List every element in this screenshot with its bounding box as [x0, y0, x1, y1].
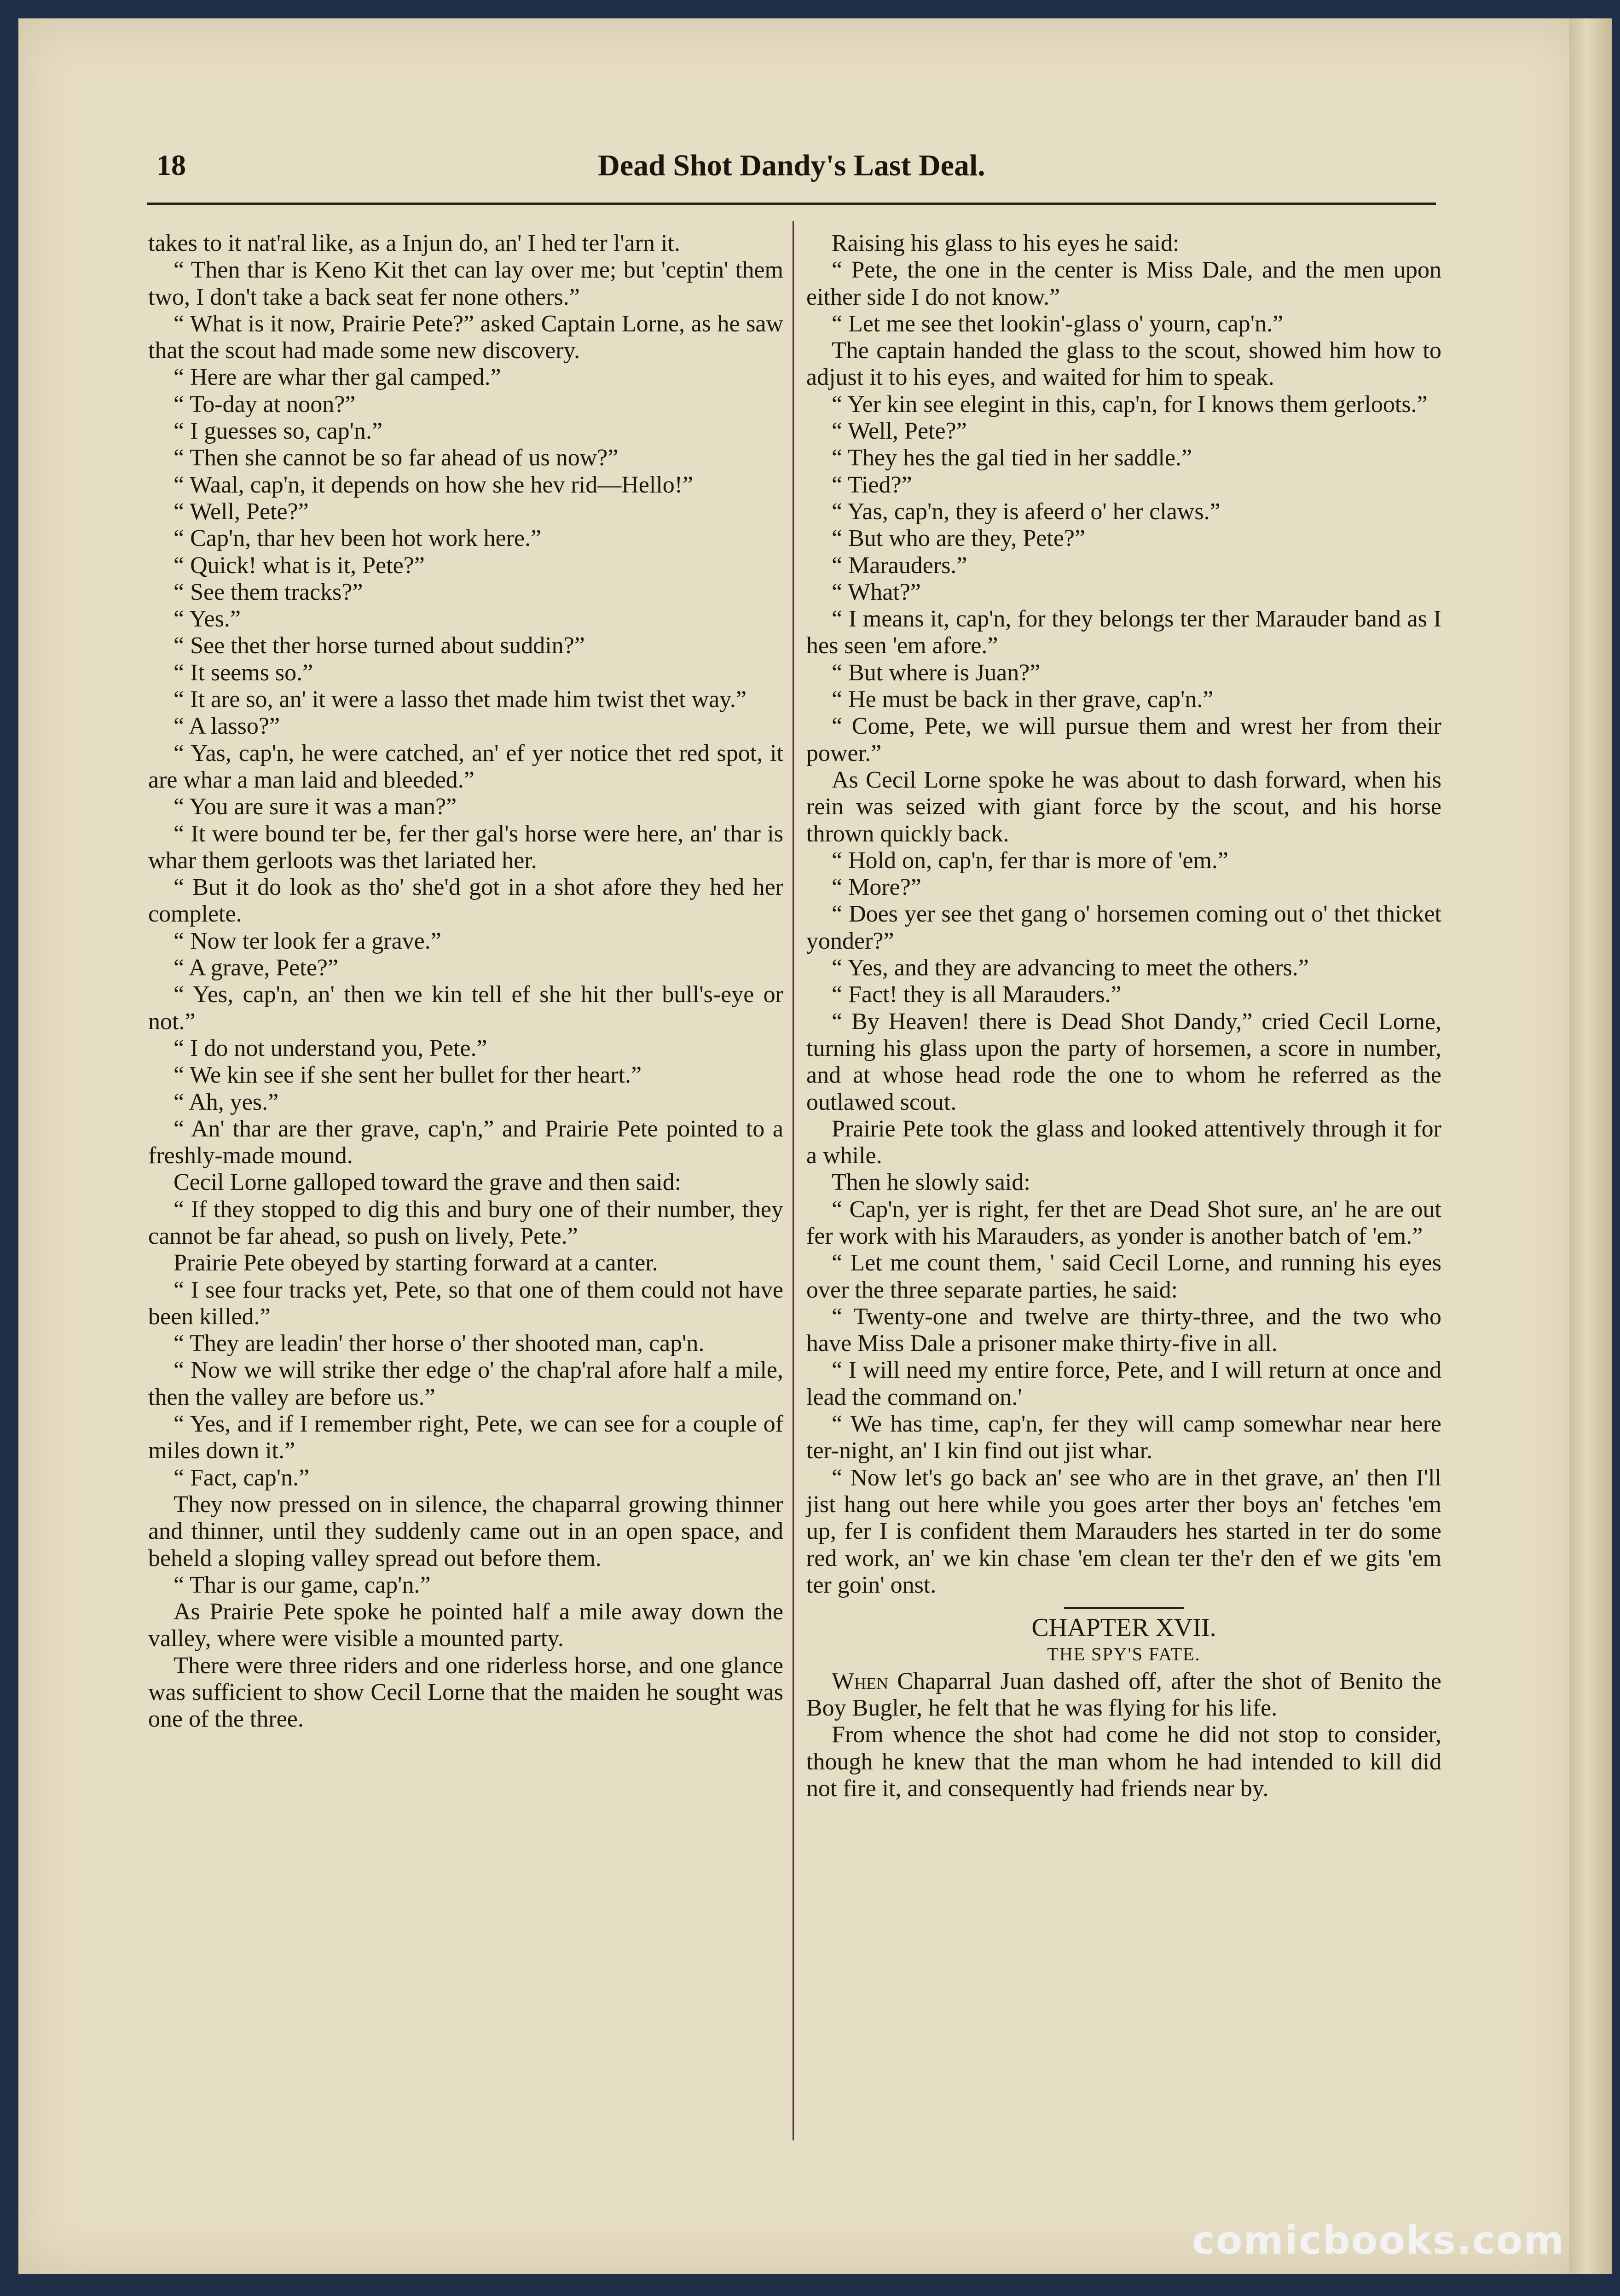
right-column-paragraph: Prairie Pete took the glass and looked attentively through it for a while.	[806, 1115, 1441, 1169]
right-column-paragraph: “ Let me count them, ' said Cecil Lorne, and running his eyes over the three separate parties, he said:	[806, 1250, 1441, 1303]
chapter-rule	[1064, 1607, 1184, 1609]
left-column-paragraph: They now pressed on in silence, the chaparral growing thinner and thinner, until they suddenly came out in an open space, and beheld a sloping valley spread out before them.	[148, 1491, 783, 1571]
left-column-paragraph: “ Yes, and if I remember right, Pete, we can see for a couple of miles down it.”	[148, 1411, 783, 1464]
right-column-paragraph: “ By Heaven! there is Dead Shot Dandy,” cried Cecil Lorne, turning his glass upon the party of horsemen, a score in number, and at whose head rode the one to whom he referred as the outlawed scout.	[806, 1008, 1441, 1115]
chapter-lead-word: When	[832, 1668, 889, 1694]
chapter-first-paragraph	[806, 1668, 1441, 1722]
left-column-paragraph: “ Thar is our game, cap'n.”	[174, 1571, 431, 1598]
left-column-paragraph: “ See thet ther horse turned about suddin?”	[174, 632, 585, 659]
right-column-paragraph: “ They hes the gal tied in her saddle.”	[832, 445, 1192, 471]
right-column-paragraph: “ But who are they, Pete?”	[832, 525, 1086, 552]
header-rule	[147, 203, 1436, 205]
left-column-paragraph: “ Cap'n, thar hev been hot work here.”	[174, 525, 542, 552]
left-column-paragraph: “ Now we will strike ther edge o' the chap'ral afore half a mile, then the valley are before us.”	[148, 1357, 783, 1410]
right-column-paragraph: “ Let me see thet lookin'-glass o' yourn, cap'n.”	[832, 310, 1284, 337]
left-column-paragraph: “ I see four tracks yet, Pete, so that one of them could not have been killed.”	[148, 1276, 783, 1330]
right-column-paragraph: “ More?”	[832, 874, 921, 901]
right-column-paragraph: “ But where is Juan?”	[832, 659, 1041, 686]
page-header	[143, 148, 1441, 190]
right-column-paragraph: Then he slowly said:	[832, 1169, 1030, 1196]
left-column-paragraph: As Prairie Pete spoke he pointed half a mile away down the valley, where were visible a mounted party.	[148, 1599, 783, 1652]
right-column-paragraph: “ Yes, and they are advancing to meet the others.”	[832, 955, 1309, 981]
left-column-paragraph: “ I do not understand you, Pete.”	[174, 1035, 487, 1061]
left-column-paragraph: “ Yas, cap'n, he were catched, an' ef yer notice thet red spot, it are whar a man laid and bleeded.”	[148, 740, 783, 793]
right-column	[806, 230, 1441, 1802]
right-column-paragraph: “ Come, Pete, we will pursue them and wrest her from their power.”	[806, 713, 1441, 766]
chapter-subtitle: THE SPY'S FATE.	[1047, 1644, 1201, 1665]
page-number: 18	[156, 149, 186, 181]
right-column-paragraph: “ Pete, the one in the center is Miss Dale, and the men upon either side I do not know.”	[806, 257, 1441, 310]
right-column-paragraph: “ I will need my entire force, Pete, and I will return at once and lead the command on.'	[806, 1357, 1441, 1410]
left-column-paragraph: Prairie Pete obeyed by starting forward at a canter.	[174, 1250, 658, 1276]
left-column	[148, 230, 783, 1733]
left-column-paragraph: “ Then thar is Keno Kit thet can lay over me; but 'ceptin' them two, I don't take a back seat fer none others.”	[148, 257, 783, 310]
left-column-paragraph: “ Fact, cap'n.”	[174, 1464, 310, 1491]
chapter-first-paragraph-text: Chaparral Juan dashed off, after the shot of Benito the Boy Bugler, he felt that he was flying for his life.	[806, 1668, 1441, 1722]
left-column-paragraph: “ Here are whar ther gal camped.”	[174, 364, 501, 391]
right-column-paragraph: “ Hold on, cap'n, fer thar is more of 'em.”	[832, 847, 1228, 874]
left-column-paragraph: “ Ah, yes.”	[174, 1089, 279, 1115]
left-column-paragraph: Cecil Lorne galloped toward the grave and then said:	[174, 1169, 682, 1196]
left-column-paragraph: “ They are leadin' ther horse o' ther shooted man, cap'n.	[174, 1330, 705, 1357]
left-column-paragraph: “ If they stopped to dig this and bury one of their number, they cannot be far ahead, so push on lively, Pete.”	[148, 1196, 783, 1249]
left-column-paragraph: “ Then she cannot be so far ahead of us now?”	[174, 445, 619, 471]
right-column-paragraph: As Cecil Lorne spoke he was about to dash forward, when his rein was seized with giant force by the scout, and his horse thrown quickly back.	[806, 766, 1441, 847]
column-divider	[793, 221, 794, 2140]
page-edge	[1569, 18, 1612, 2274]
left-column-paragraph: takes to it nat'ral like, as a Injun do, an' I hed ter l'arn it.	[148, 230, 680, 256]
right-column-paragraph: “ We has time, cap'n, fer they will camp somewhar near here ter-night, an' I kin find out jist whar.	[806, 1411, 1441, 1464]
left-column-paragraph: “ Yes, cap'n, an' then we kin tell ef she hit ther bull's-eye or not.”	[148, 981, 783, 1035]
left-column-paragraph: “ Now ter look fer a grave.”	[174, 928, 441, 954]
left-column-paragraph: “ A grave, Pete?”	[174, 955, 339, 981]
left-column-paragraph: “ Well, Pete?”	[174, 498, 309, 525]
left-column-paragraph: “ See them tracks?”	[174, 579, 363, 605]
right-column-paragraph: “ Twenty-one and twelve are thirty-three, and the two who have Miss Dale a prisoner make thirty-five in all.	[806, 1303, 1441, 1357]
left-column-paragraph: “ Waal, cap'n, it depends on how she hev rid—Hello!”	[174, 471, 694, 498]
left-column-paragraph: “ Quick! what is it, Pete?”	[174, 552, 425, 579]
right-column-paragraph: “ Yas, cap'n, they is afeerd o' her claws.”	[832, 498, 1221, 525]
right-column-paragraph: “ Cap'n, yer is right, fer thet are Dead Shot sure, an' he are out fer work with his Marauders, as yonder is another batch of 'em.”	[806, 1196, 1441, 1249]
right-column-paragraph: “ Yer kin see elegint in this, cap'n, for I knows them gerloots.”	[832, 391, 1428, 417]
left-column-paragraph: “ It seems so.”	[174, 659, 313, 686]
left-column-paragraph: “ It are so, an' it were a lasso thet made him twist thet way.”	[174, 686, 746, 713]
left-column-paragraph: “ Yes.”	[174, 606, 241, 632]
watermark: comicbooks.com	[1192, 2218, 1565, 2263]
right-column-paragraph: “ Well, Pete?”	[832, 418, 967, 445]
left-column-paragraph: “ But it do look as tho' she'd got in a shot afore they hed her complete.	[148, 874, 783, 928]
left-column-paragraph: “ It were bound ter be, fer ther gal's horse were here, an' thar is whar them gerloots was thet lariated her.	[148, 820, 783, 874]
right-column-paragraph: “ Fact! they is all Marauders.”	[832, 981, 1122, 1008]
left-column-paragraph: “ We kin see if she sent her bullet for ther heart.”	[174, 1062, 642, 1089]
right-column-paragraph: Raising his glass to his eyes he said:	[832, 230, 1180, 256]
right-column-paragraph: “ Now let's go back an' see who are in thet grave, an' then I'll jist hang out here while you goes arter ther boys an' fetches 'em up, fer I is confident them Marauders hes started in ter do some red work, an' we kin chase 'em clean ter the'r den ef we gits 'em ter goin' onst.	[806, 1464, 1441, 1598]
right-column-paragraph: The captain handed the glass to the scout, showed him how to adjust it to his eyes, and waited for him to speak.	[806, 337, 1441, 391]
left-column-paragraph: “ An' thar are ther grave, cap'n,” and Prairie Pete pointed to a freshly-made mound.	[148, 1115, 783, 1169]
right-column-paragraph: “ Marauders.”	[832, 552, 967, 579]
left-column-paragraph: “ A lasso?”	[174, 713, 280, 740]
left-column-paragraph: “ To-day at noon?”	[174, 391, 356, 417]
chapter-title: CHAPTER XVII.	[1031, 1613, 1216, 1642]
right-column-paragraph: “ I means it, cap'n, for they belongs ter ther Marauder band as I hes seen 'em afore.”	[806, 606, 1441, 659]
running-title: Dead Shot Dandy's Last Deal.	[598, 149, 985, 182]
left-column-paragraph: “ What is it now, Prairie Pete?” asked Captain Lorne, as he saw that the scout had made some new discovery.	[148, 310, 783, 364]
right-column-paragraph: “ Tied?”	[832, 471, 912, 498]
left-column-paragraph: There were three riders and one riderless horse, and one glance was sufficient to show Cecil Lorne that the maiden he sought was one of the three.	[148, 1652, 783, 1733]
left-column-paragraph: “ I guesses so, cap'n.”	[174, 418, 383, 445]
chapter-paragraph: From whence the shot had come he did not stop to consider, though he knew that the man whom he had intended to kill did not fire it, and consequently had friends near by.	[806, 1722, 1441, 1802]
right-column-paragraph: “ Does yer see thet gang o' horsemen coming out o' thet thicket yonder?”	[806, 901, 1441, 954]
right-column-paragraph: “ What?”	[832, 579, 921, 605]
left-column-paragraph: “ You are sure it was a man?”	[174, 794, 457, 820]
right-column-paragraph: “ He must be back in ther grave, cap'n.”	[832, 686, 1214, 713]
